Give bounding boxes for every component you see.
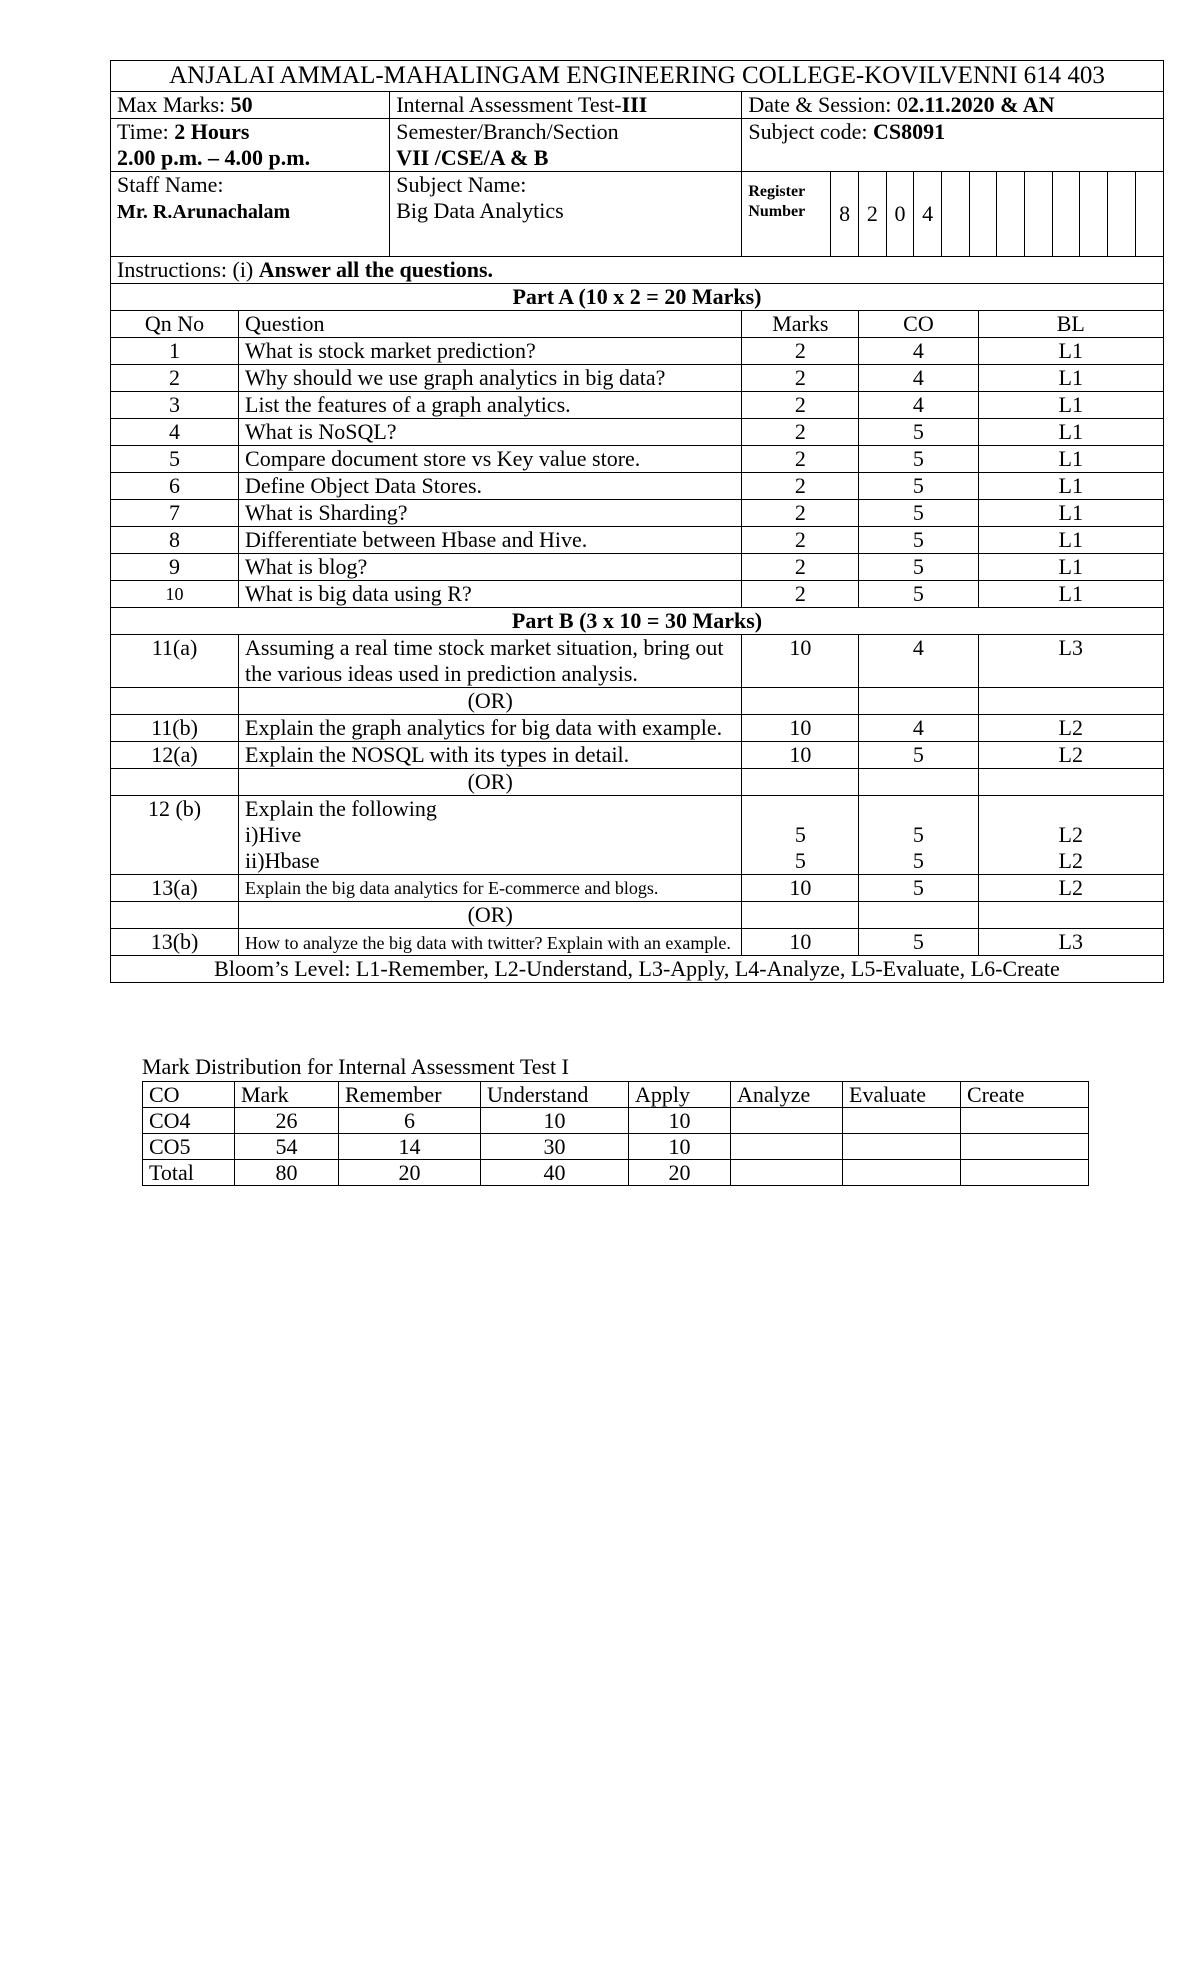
question-bl: L1	[978, 473, 1163, 500]
table-row	[111, 365, 1164, 392]
col-header-qn: Qn No	[111, 311, 239, 338]
question-bl: L1	[978, 446, 1163, 473]
question-number: 13(b)	[111, 929, 239, 956]
table-row	[143, 1134, 1089, 1160]
question-marks: 2	[742, 527, 859, 554]
col-header: Evaluate	[843, 1082, 961, 1108]
question-bl: L1	[978, 500, 1163, 527]
subject-name: Subject Name: Big Data Analytics	[390, 172, 742, 257]
staff-name: Staff Name: Mr. R.Arunachalam	[111, 172, 390, 257]
col-header-question: Question	[239, 311, 742, 338]
question-number: 12 (b)	[111, 796, 239, 875]
table-cell: 30	[481, 1134, 629, 1160]
question-number: 1	[111, 338, 239, 365]
table-cell	[961, 1134, 1089, 1160]
test-name: Internal Assessment Test-III	[390, 92, 742, 119]
question-number: 11(a)	[111, 635, 239, 688]
question-text: What is big data using R?	[239, 581, 742, 608]
question-text: What is stock market prediction?	[239, 338, 742, 365]
question-bl: L1	[978, 365, 1163, 392]
table-row	[111, 500, 1164, 527]
table-cell: 6	[339, 1108, 481, 1134]
question-text: Assuming a real time stock market situation, bring out the various ideas used in prediction analysis.	[239, 635, 742, 688]
col-header: Create	[961, 1082, 1089, 1108]
register-number-grid	[742, 172, 1163, 256]
register-digit[interactable]	[1135, 172, 1163, 256]
register-digit[interactable]	[1025, 172, 1053, 256]
table-cell	[731, 1134, 843, 1160]
question-number: 10	[111, 581, 239, 608]
table-cell: 80	[235, 1160, 339, 1186]
table-cell	[731, 1108, 843, 1134]
question-text	[239, 796, 742, 875]
question-number: 8	[111, 527, 239, 554]
table-row	[111, 527, 1164, 554]
table-row	[111, 929, 1164, 956]
or-row	[111, 902, 1164, 929]
register-digit[interactable]	[942, 172, 970, 256]
college-name: ANJALAI AMMAL-MAHALINGAM ENGINEERING COLLEGE-KOVILVENNI 614 403	[111, 61, 1164, 92]
table-row	[143, 1108, 1089, 1134]
semester-branch: Semester/Branch/Section VII /CSE/A & B	[390, 119, 742, 172]
or-label: (OR)	[239, 769, 742, 796]
question-co: 5	[859, 419, 978, 446]
question-co: 5	[859, 500, 978, 527]
question-co: 4	[859, 392, 978, 419]
question-marks: 10	[742, 742, 859, 769]
question-number: 3	[111, 392, 239, 419]
question-marks: 2	[742, 338, 859, 365]
question-marks: 2	[742, 392, 859, 419]
question-bl: L2	[978, 742, 1163, 769]
question-text-line: Explain the following	[245, 796, 437, 821]
question-marks: 2	[742, 365, 859, 392]
col-header: Understand	[481, 1082, 629, 1108]
or-row	[111, 769, 1164, 796]
table-row	[111, 392, 1164, 419]
register-digit[interactable]: 8	[831, 172, 859, 256]
register-digit[interactable]	[1108, 172, 1136, 256]
table-row	[111, 338, 1164, 365]
question-bl: L1	[978, 527, 1163, 554]
question-marks: 10	[742, 875, 859, 902]
question-text: Explain the NOSQL with its types in detail.	[239, 742, 742, 769]
question-text: Why should we use graph analytics in big data?	[239, 365, 742, 392]
table-cell: 20	[629, 1160, 731, 1186]
table-row	[111, 715, 1164, 742]
question-co: 5 5	[859, 796, 978, 875]
table-cell: CO5	[143, 1134, 235, 1160]
question-number: 9	[111, 554, 239, 581]
question-co: 4	[859, 365, 978, 392]
question-text: What is Sharding?	[239, 500, 742, 527]
table-cell: 10	[481, 1108, 629, 1134]
table-row	[111, 554, 1164, 581]
table-row	[143, 1160, 1089, 1186]
question-co: 4	[859, 338, 978, 365]
table-row	[111, 742, 1164, 769]
exam-time: Time: 2 Hours 2.00 p.m. – 4.00 p.m.	[111, 119, 390, 172]
question-co: 5	[859, 473, 978, 500]
table-cell	[961, 1160, 1089, 1186]
table-cell: 20	[339, 1160, 481, 1186]
question-marks: 10	[742, 715, 859, 742]
table-cell	[961, 1108, 1089, 1134]
question-bl: L1	[978, 419, 1163, 446]
question-number: 13(a)	[111, 875, 239, 902]
question-text: List the features of a graph analytics.	[239, 392, 742, 419]
question-text: How to analyze the big data with twitter? Explain with an example.	[239, 929, 742, 956]
question-bl: L1	[978, 554, 1163, 581]
blooms-level-legend: Bloom’s Level: L1-Remember, L2-Understand, L3-Apply, L4-Analyze, L5-Evaluate, L6-Create	[111, 956, 1164, 983]
question-bl: L3	[978, 635, 1163, 688]
register-digit[interactable]	[1080, 172, 1108, 256]
question-bl: L1	[978, 392, 1163, 419]
question-number: 6	[111, 473, 239, 500]
question-text: What is NoSQL?	[239, 419, 742, 446]
question-number: 5	[111, 446, 239, 473]
question-marks: 10	[742, 635, 859, 688]
table-cell: 26	[235, 1108, 339, 1134]
col-header: Mark	[235, 1082, 339, 1108]
col-header-co: CO	[859, 311, 978, 338]
question-text: Compare document store vs Key value store.	[239, 446, 742, 473]
distribution-caption: Mark Distribution for Internal Assessment Test I	[142, 1054, 569, 1079]
question-co: 5	[859, 742, 978, 769]
register-digit[interactable]: 0	[886, 172, 914, 256]
question-marks: 2	[742, 419, 859, 446]
table-row	[111, 635, 1164, 688]
mark-distribution-table	[142, 1081, 1089, 1186]
part-a-title: Part A (10 x 2 = 20 Marks)	[111, 284, 1164, 311]
subject-code: Subject code: CS8091	[742, 119, 1164, 172]
col-header: Analyze	[731, 1082, 843, 1108]
question-marks: 2	[742, 581, 859, 608]
register-digit[interactable]	[1052, 172, 1080, 256]
question-text-line: ii)Hbase	[245, 848, 320, 873]
max-marks: Max Marks: 50	[111, 92, 390, 119]
table-row	[111, 796, 1164, 875]
table-row	[111, 581, 1164, 608]
table-cell: 54	[235, 1134, 339, 1160]
or-label: (OR)	[239, 688, 742, 715]
question-co: 5	[859, 875, 978, 902]
question-marks: 10	[742, 929, 859, 956]
col-header: Remember	[339, 1082, 481, 1108]
question-text: Define Object Data Stores.	[239, 473, 742, 500]
question-text-line: i)Hive	[245, 822, 302, 847]
question-paper-table	[110, 60, 1164, 983]
instructions: Instructions: (i) Answer all the questions.	[111, 257, 1164, 284]
table-cell	[843, 1134, 961, 1160]
question-number: 2	[111, 365, 239, 392]
or-label: (OR)	[239, 902, 742, 929]
question-marks: 2	[742, 446, 859, 473]
question-number: 11(b)	[111, 715, 239, 742]
question-number: 7	[111, 500, 239, 527]
table-cell: 10	[629, 1134, 731, 1160]
question-co: 5	[859, 929, 978, 956]
table-cell	[843, 1108, 961, 1134]
table-cell: 14	[339, 1134, 481, 1160]
table-cell	[843, 1160, 961, 1186]
question-number: 12(a)	[111, 742, 239, 769]
part-b-title: Part B (3 x 10 = 30 Marks)	[111, 608, 1164, 635]
question-text: Explain the big data analytics for E-commerce and blogs.	[239, 875, 742, 902]
register-digit[interactable]: 4	[914, 172, 942, 256]
question-co: 5	[859, 554, 978, 581]
question-co: 5	[859, 446, 978, 473]
col-header: Apply	[629, 1082, 731, 1108]
table-row	[111, 473, 1164, 500]
question-number: 4	[111, 419, 239, 446]
col-header: CO	[143, 1082, 235, 1108]
register-digit[interactable]	[969, 172, 997, 256]
register-digit[interactable]: 2	[859, 172, 887, 256]
question-text: What is blog?	[239, 554, 742, 581]
register-digit[interactable]	[997, 172, 1025, 256]
question-marks: 2	[742, 554, 859, 581]
question-marks: 5 5	[742, 796, 859, 875]
question-bl: L1	[978, 581, 1163, 608]
question-text: Differentiate between Hbase and Hive.	[239, 527, 742, 554]
question-co: 5	[859, 527, 978, 554]
question-co: 5	[859, 581, 978, 608]
question-bl: L1	[978, 338, 1163, 365]
table-cell: CO4	[143, 1108, 235, 1134]
table-row	[111, 875, 1164, 902]
table-header-row	[143, 1082, 1089, 1108]
question-bl: L2	[978, 875, 1163, 902]
question-marks: 2	[742, 473, 859, 500]
question-bl: L3	[978, 929, 1163, 956]
table-row	[111, 419, 1164, 446]
col-header-marks: Marks	[742, 311, 859, 338]
or-row	[111, 688, 1164, 715]
question-bl: L2	[978, 715, 1163, 742]
question-co: 4	[859, 635, 978, 688]
date-session: Date & Session: 02.11.2020 & AN	[742, 92, 1164, 119]
col-header-bl: BL	[978, 311, 1163, 338]
question-co: 4	[859, 715, 978, 742]
question-marks: 2	[742, 500, 859, 527]
question-bl: L2 L2	[978, 796, 1163, 875]
table-row	[111, 446, 1164, 473]
register-label: Register Number	[748, 183, 806, 220]
question-text: Explain the graph analytics for big data with example.	[239, 715, 742, 742]
table-cell: 40	[481, 1160, 629, 1186]
table-cell: 10	[629, 1108, 731, 1134]
table-cell: Total	[143, 1160, 235, 1186]
table-cell	[731, 1160, 843, 1186]
register-number-box	[742, 172, 1164, 257]
